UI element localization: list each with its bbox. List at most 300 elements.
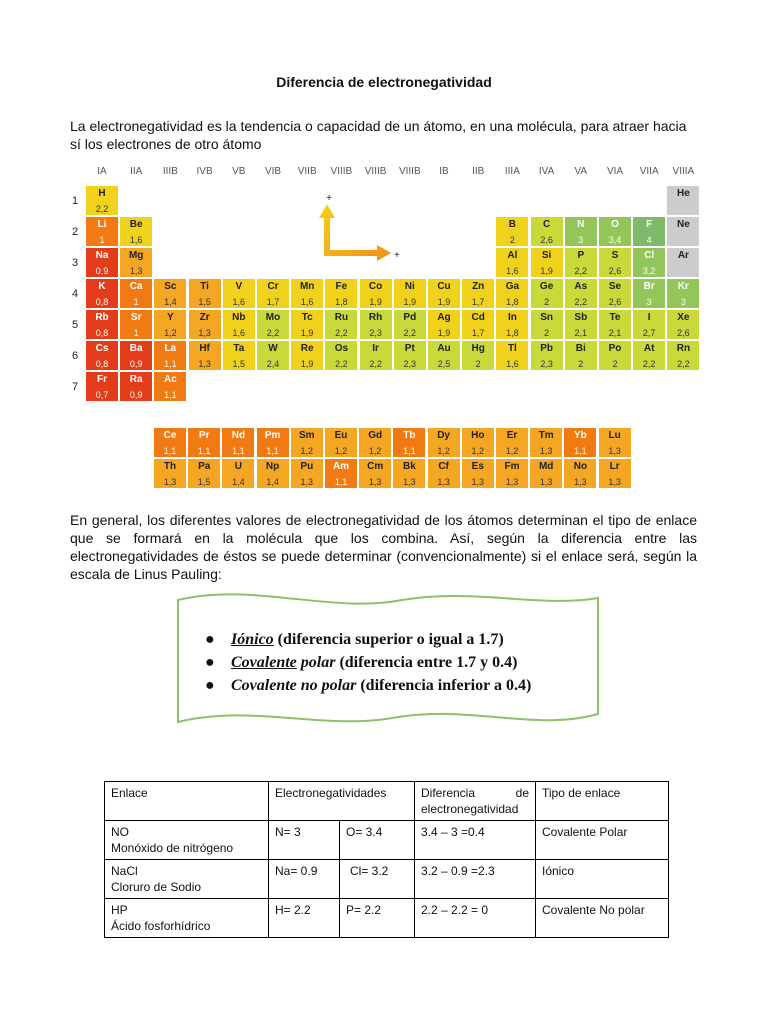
element-electronegativity: 1,1 <box>163 446 177 456</box>
element-cell-ac <box>153 371 187 402</box>
element-electronegativity: 2,6 <box>540 235 553 245</box>
element-electronegativity: 1,1 <box>334 477 348 487</box>
element-symbol: Ge <box>539 281 554 292</box>
period-label: 6 <box>71 350 79 362</box>
element-cell-es <box>461 458 495 489</box>
element-electronegativity: 2,1 <box>574 328 588 338</box>
element-cell-cf <box>427 458 461 489</box>
period-label: 1 <box>71 195 79 207</box>
element-symbol: Sc <box>164 281 177 292</box>
element-cell-pa <box>187 458 221 489</box>
element-electronegativity: 2 <box>578 359 584 369</box>
element-cell-no <box>563 458 597 489</box>
element-symbol: F <box>646 219 653 230</box>
element-symbol: Po <box>608 343 622 354</box>
element-cell-rb <box>85 309 119 340</box>
element-symbol: Kr <box>677 281 689 292</box>
element-cell-rh <box>359 309 393 340</box>
element-electronegativity: 2,2 <box>677 359 690 369</box>
cell-type: Covalente No polar <box>536 899 669 938</box>
element-cell-ca <box>119 278 153 309</box>
element-electronegativity: 3 <box>578 235 584 245</box>
element-cell-cu <box>427 278 461 309</box>
cell-compound <box>105 860 269 899</box>
document-title: Diferencia de electronegatividad <box>276 74 492 90</box>
element-electronegativity: 1,5 <box>198 297 211 307</box>
element-cell-eu <box>324 427 358 458</box>
element-cell-mg <box>119 247 153 278</box>
header-electronegatividades: Electronegatividades <box>269 782 415 821</box>
element-electronegativity: 2,3 <box>369 328 382 338</box>
element-cell-cr <box>256 278 290 309</box>
element-cell-sc <box>153 278 187 309</box>
element-cell-in <box>495 309 529 340</box>
bond-polar-desc: (diferencia entre 1.7 y 0.4) <box>335 654 518 671</box>
element-cell-fe <box>324 278 358 309</box>
element-cell-sn <box>530 309 564 340</box>
element-cell-cl <box>632 247 666 278</box>
bond-nonpolar-desc: (diferencia inferior a 0.4) <box>356 677 532 694</box>
element-cell-pu <box>290 458 324 489</box>
element-cell-ne <box>666 216 700 247</box>
element-electronegativity: 0,8 <box>95 328 109 338</box>
element-symbol: Nd <box>231 430 246 441</box>
element-electronegativity: 1,3 <box>539 446 553 456</box>
element-electronegativity: 2,2 <box>335 328 348 338</box>
element-electronegativity: 1,2 <box>437 446 450 456</box>
element-symbol: Mg <box>128 250 144 261</box>
group-label: IVA <box>538 166 555 177</box>
element-electronegativity: 1,6 <box>506 359 519 369</box>
element-cell-ge <box>530 278 564 309</box>
element-symbol: Tb <box>403 430 416 441</box>
bonds-table <box>104 781 669 938</box>
element-cell-s <box>598 247 632 278</box>
intro-paragraph: La electronegatividad es la tendencia o capacidad de un átomo, en una molécula, para atraer hacia sí los electrones de otro átomo <box>70 118 687 152</box>
arrow-up-plus: + <box>326 193 332 204</box>
element-electronegativity: 1,9 <box>437 328 451 338</box>
compound-formula: NaCl <box>111 864 138 878</box>
group-label: VA <box>574 166 588 177</box>
element-electronegativity: 1,3 <box>471 477 485 487</box>
element-electronegativity: 1,4 <box>266 477 279 487</box>
element-cell-br <box>632 278 666 309</box>
element-cell-pb <box>530 340 564 371</box>
element-symbol: Au <box>437 343 451 354</box>
bond-type-ionic <box>205 628 531 651</box>
cell-en-a: Na= 0.9 <box>269 860 340 899</box>
element-electronegativity: 1,3 <box>163 477 177 487</box>
element-cell-n <box>564 216 598 247</box>
element-cell-h <box>85 185 119 216</box>
bullet-icon: ● <box>205 654 215 671</box>
element-electronegativity: 2,2 <box>335 359 348 369</box>
group-label: VIIA <box>639 166 659 177</box>
element-electronegativity: 2,2 <box>403 328 417 338</box>
element-symbol: Er <box>506 430 518 441</box>
element-electronegativity: 1,3 <box>300 477 314 487</box>
element-cell-co <box>359 278 393 309</box>
element-cell-f <box>632 216 666 247</box>
element-cell-sr <box>119 309 153 340</box>
bond-polar-keyword-2: polar <box>296 654 336 671</box>
arrow-right-plus: + <box>394 250 400 261</box>
group-label: IIA <box>130 166 143 177</box>
element-symbol: Rb <box>95 312 109 323</box>
element-electronegativity: 2,4 <box>266 359 280 369</box>
element-symbol: Gd <box>368 430 383 441</box>
element-electronegativity: 2 <box>544 297 550 307</box>
element-electronegativity: 0,8 <box>95 297 109 307</box>
element-cell-th <box>153 458 187 489</box>
element-electronegativity: 1,1 <box>164 390 177 400</box>
element-symbol: Cl <box>644 250 655 261</box>
element-cell-at <box>632 340 666 371</box>
compound-name: Ácido fosforhídrico <box>111 919 211 933</box>
element-symbol: Y <box>167 312 174 323</box>
bond-type-nonpolar <box>205 674 531 697</box>
element-electronegativity: 3 <box>680 297 686 307</box>
element-cell-v <box>222 278 256 309</box>
element-symbol: Lu <box>608 430 621 441</box>
element-symbol: Ti <box>200 281 209 292</box>
general-paragraph: En general, los diferentes valores de electronegatividad de los átomos determinan el tipo de enlace que se formará en la molécula que los combina. Así, según la diferencia entre las electronegatividades de éstos se puede determinar (convencionalmente) si el enlace será, según la escala de Linus Pauling: <box>70 512 697 582</box>
element-cell-si <box>530 247 564 278</box>
element-symbol: Tc <box>301 312 313 323</box>
element-cell-pm <box>256 427 290 458</box>
element-symbol: Hg <box>471 343 485 354</box>
element-electronegativity: 0,7 <box>95 390 109 400</box>
element-cell-xe <box>666 309 700 340</box>
table-header-row <box>105 782 669 821</box>
element-electronegativity: 2 <box>509 235 515 245</box>
element-electronegativity: 2,6 <box>608 266 622 276</box>
bullet-icon: ● <box>205 631 215 648</box>
header-dif-word2: de <box>515 786 529 800</box>
element-symbol: Ar <box>677 250 689 261</box>
element-electronegativity: 1,3 <box>129 266 143 276</box>
element-symbol: Ca <box>129 281 143 292</box>
group-label: IVB <box>196 166 213 177</box>
element-cell-md <box>529 458 563 489</box>
element-symbol: Tm <box>538 430 554 441</box>
group-label: VIB <box>264 166 282 177</box>
element-cell-w <box>256 340 290 371</box>
table-row <box>105 821 669 860</box>
bond-type-polar <box>205 651 531 674</box>
element-cell-cs <box>85 340 119 371</box>
element-cell-tl <box>495 340 529 371</box>
element-electronegativity: 4 <box>646 235 652 245</box>
cell-en-b: O= 3.4 <box>340 821 415 860</box>
element-cell-sb <box>564 309 598 340</box>
element-symbol: In <box>507 312 517 323</box>
element-symbol: Sb <box>574 312 588 323</box>
element-symbol: Re <box>300 343 314 354</box>
element-symbol: Md <box>538 461 554 472</box>
element-symbol: Ga <box>505 281 520 292</box>
element-electronegativity: 1,2 <box>334 446 348 456</box>
element-symbol: Al <box>507 250 518 261</box>
element-symbol: Se <box>608 281 622 292</box>
element-symbol: Sn <box>540 312 553 323</box>
element-symbol: Hf <box>199 343 210 354</box>
element-symbol: Nb <box>232 312 246 323</box>
element-electronegativity: 1,4 <box>232 477 245 487</box>
element-symbol: Fm <box>504 461 520 472</box>
element-electronegativity: 1,1 <box>403 446 416 456</box>
element-cell-i <box>632 309 666 340</box>
element-electronegativity: 1 <box>133 328 139 338</box>
group-label: VIIIB <box>398 166 421 177</box>
element-symbol: Th <box>163 461 177 472</box>
element-cell-fm <box>495 458 529 489</box>
element-symbol: Am <box>332 461 350 472</box>
element-symbol: C <box>542 219 551 230</box>
element-cell-os <box>324 340 358 371</box>
element-cell-al <box>495 247 529 278</box>
element-cell-se <box>598 278 632 309</box>
element-cell-u <box>221 458 255 489</box>
element-cell-tc <box>290 309 324 340</box>
element-cell-am <box>324 458 358 489</box>
element-symbol: Ra <box>129 374 143 385</box>
cell-diff: 3.2 – 0.9 =2.3 <box>415 860 536 899</box>
compound-formula: NO <box>111 825 129 839</box>
cell-en-a: N= 3 <box>269 821 340 860</box>
element-cell-ra <box>119 371 153 402</box>
element-electronegativity: 1,6 <box>232 328 246 338</box>
element-symbol: Ce <box>163 430 177 441</box>
element-electronegativity: 2,5 <box>437 359 451 369</box>
element-cell-c <box>530 216 564 247</box>
element-cell-mo <box>256 309 290 340</box>
element-cell-ni <box>393 278 427 309</box>
element-symbol: At <box>643 343 655 354</box>
element-electronegativity: 1,8 <box>506 297 519 307</box>
group-label: IIIB <box>162 166 178 177</box>
element-electronegativity: 1,9 <box>437 297 451 307</box>
bond-polar-keyword: Covalente <box>231 654 297 671</box>
element-symbol: Br <box>643 281 655 292</box>
element-electronegativity: 1,3 <box>505 477 519 487</box>
element-cell-y <box>153 309 187 340</box>
header-tipo: Tipo de enlace <box>536 782 669 821</box>
element-symbol: Na <box>95 250 109 261</box>
element-cell-dy <box>427 427 461 458</box>
element-electronegativity: 0,8 <box>95 359 109 369</box>
element-electronegativity: 1,6 <box>129 235 143 245</box>
element-cell-ta <box>222 340 256 371</box>
element-electronegativity: 1,6 <box>506 266 519 276</box>
element-symbol: Tl <box>507 343 517 354</box>
electronegativity-trend-arrow-icon <box>315 192 405 267</box>
element-cell-gd <box>358 427 392 458</box>
element-symbol: He <box>676 188 690 199</box>
element-symbol: Yb <box>574 430 587 441</box>
bond-ionic-desc: (diferencia superior o igual a 1.7) <box>273 631 504 648</box>
element-cell-tb <box>392 427 426 458</box>
element-electronegativity: 1,1 <box>232 446 245 456</box>
element-symbol: Es <box>471 461 484 472</box>
element-electronegativity: 1,7 <box>471 297 485 307</box>
element-cell-be <box>119 216 153 247</box>
element-symbol: Pa <box>198 461 211 472</box>
element-electronegativity: 2,3 <box>403 359 417 369</box>
group-label: VIIIA <box>672 166 695 177</box>
element-electronegativity: 2 <box>475 359 481 369</box>
period-label: 2 <box>71 226 79 238</box>
element-symbol: Rn <box>676 343 691 354</box>
element-electronegativity: 0,9 <box>129 390 143 400</box>
element-symbol: W <box>268 343 278 354</box>
element-symbol: Pm <box>264 430 281 441</box>
element-electronegativity: 1,2 <box>505 446 519 456</box>
element-symbol: Fr <box>97 374 107 385</box>
group-label: VIIIB <box>364 166 387 177</box>
element-symbol: Cu <box>437 281 451 292</box>
element-symbol: H <box>98 188 106 199</box>
element-electronegativity: 1,9 <box>300 359 314 369</box>
element-electronegativity: 1,3 <box>608 446 621 456</box>
cell-type: Covalente Polar <box>536 821 669 860</box>
element-symbol: Xe <box>677 312 690 323</box>
element-symbol: Co <box>368 281 383 292</box>
element-cell-pr <box>187 427 221 458</box>
element-symbol: Ba <box>129 343 143 354</box>
element-electronegativity: 1,3 <box>608 477 621 487</box>
element-symbol: Ni <box>404 281 415 292</box>
element-cell-la <box>153 340 187 371</box>
element-symbol: O <box>611 219 619 230</box>
element-cell-ga <box>495 278 529 309</box>
element-symbol: Bk <box>402 461 416 472</box>
element-symbol: Pr <box>198 430 210 441</box>
table-row <box>105 899 669 938</box>
element-electronegativity: 2,7 <box>642 328 656 338</box>
element-cell-bk <box>392 458 426 489</box>
cell-compound <box>105 899 269 938</box>
header-dif-word3: electronegatividad <box>421 802 519 816</box>
element-cell-hf <box>188 340 222 371</box>
element-symbol: No <box>573 461 588 472</box>
element-symbol: U <box>234 461 242 472</box>
period-label: 3 <box>71 257 79 269</box>
element-electronegativity: 1,9 <box>403 297 417 307</box>
group-label: IIIA <box>504 166 520 177</box>
cell-en-b: Cl= 3.2 <box>340 860 415 899</box>
element-electronegativity: 1,9 <box>369 297 382 307</box>
element-symbol: Fe <box>335 281 348 292</box>
element-cell-lr <box>598 458 632 489</box>
period-label: 5 <box>71 319 79 331</box>
element-symbol: K <box>98 281 106 292</box>
group-label: IB <box>439 166 449 177</box>
element-cell-ar <box>666 247 700 278</box>
element-symbol: Os <box>334 343 349 354</box>
element-electronegativity: 2,6 <box>608 297 622 307</box>
element-electronegativity: 0,9 <box>95 266 109 276</box>
element-electronegativity: 1,3 <box>574 477 587 487</box>
cell-type: Iónico <box>536 860 669 899</box>
element-symbol: Eu <box>334 430 348 441</box>
group-label: IA <box>97 166 107 177</box>
element-symbol: Sm <box>299 430 315 441</box>
element-cell-er <box>495 427 529 458</box>
element-electronegativity: 2 <box>612 359 618 369</box>
element-cell-nd <box>221 427 255 458</box>
compound-name: Cloruro de Sodio <box>111 880 202 894</box>
element-symbol: Pt <box>404 343 415 354</box>
element-cell-lu <box>598 427 632 458</box>
element-cell-as <box>564 278 598 309</box>
element-cell-hg <box>461 340 495 371</box>
element-cell-np <box>256 458 290 489</box>
element-electronegativity: 1,7 <box>266 297 280 307</box>
element-cell-ba <box>119 340 153 371</box>
element-electronegativity: 1,2 <box>164 328 177 338</box>
element-electronegativity: 1,8 <box>506 328 519 338</box>
element-electronegativity: 2,2 <box>369 359 382 369</box>
element-electronegativity: 1,3 <box>368 477 382 487</box>
element-cell-o <box>598 216 632 247</box>
element-electronegativity: 1 <box>99 235 105 245</box>
compound-formula: HP <box>111 903 128 917</box>
element-symbol: Ag <box>437 312 451 323</box>
element-electronegativity: 3 <box>646 297 652 307</box>
element-electronegativity: 2,2 <box>574 266 588 276</box>
element-electronegativity: 1,1 <box>266 446 279 456</box>
element-cell-ti <box>188 278 222 309</box>
group-label: IIB <box>472 166 485 177</box>
bullet-icon: ● <box>205 677 215 694</box>
element-cell-ce <box>153 427 187 458</box>
element-symbol: Ho <box>471 430 485 441</box>
element-cell-cd <box>461 309 495 340</box>
table-row <box>105 860 669 899</box>
bond-types-list <box>205 628 531 697</box>
bond-ionic-keyword: Iónico <box>231 631 274 648</box>
group-label: VIIB <box>297 166 317 177</box>
element-symbol: Zr <box>199 312 210 323</box>
cell-en-b: P= 2.2 <box>340 899 415 938</box>
element-electronegativity: 1,3 <box>403 477 416 487</box>
element-cell-rn <box>666 340 700 371</box>
element-symbol: Sr <box>130 312 142 323</box>
element-symbol: Li <box>97 219 107 230</box>
element-cell-mn <box>290 278 324 309</box>
element-symbol: Cm <box>367 461 384 472</box>
element-electronegativity: 0,9 <box>129 359 143 369</box>
element-symbol: B <box>508 219 516 230</box>
element-symbol: Te <box>609 312 621 323</box>
element-symbol: Np <box>265 461 280 472</box>
element-symbol: Mo <box>265 312 281 323</box>
element-cell-ir <box>359 340 393 371</box>
element-cell-pt <box>393 340 427 371</box>
element-symbol: Dy <box>437 430 450 441</box>
element-symbol: S <box>611 250 619 261</box>
element-electronegativity: 1,5 <box>232 359 246 369</box>
element-symbol: Ac <box>163 374 177 385</box>
header-diferencia <box>415 782 536 821</box>
element-cell-po <box>598 340 632 371</box>
element-symbol: Pd <box>403 312 417 323</box>
element-cell-ag <box>427 309 461 340</box>
element-cell-zr <box>188 309 222 340</box>
header-dif-word1: Diferencia <box>421 786 476 800</box>
element-cell-p <box>564 247 598 278</box>
